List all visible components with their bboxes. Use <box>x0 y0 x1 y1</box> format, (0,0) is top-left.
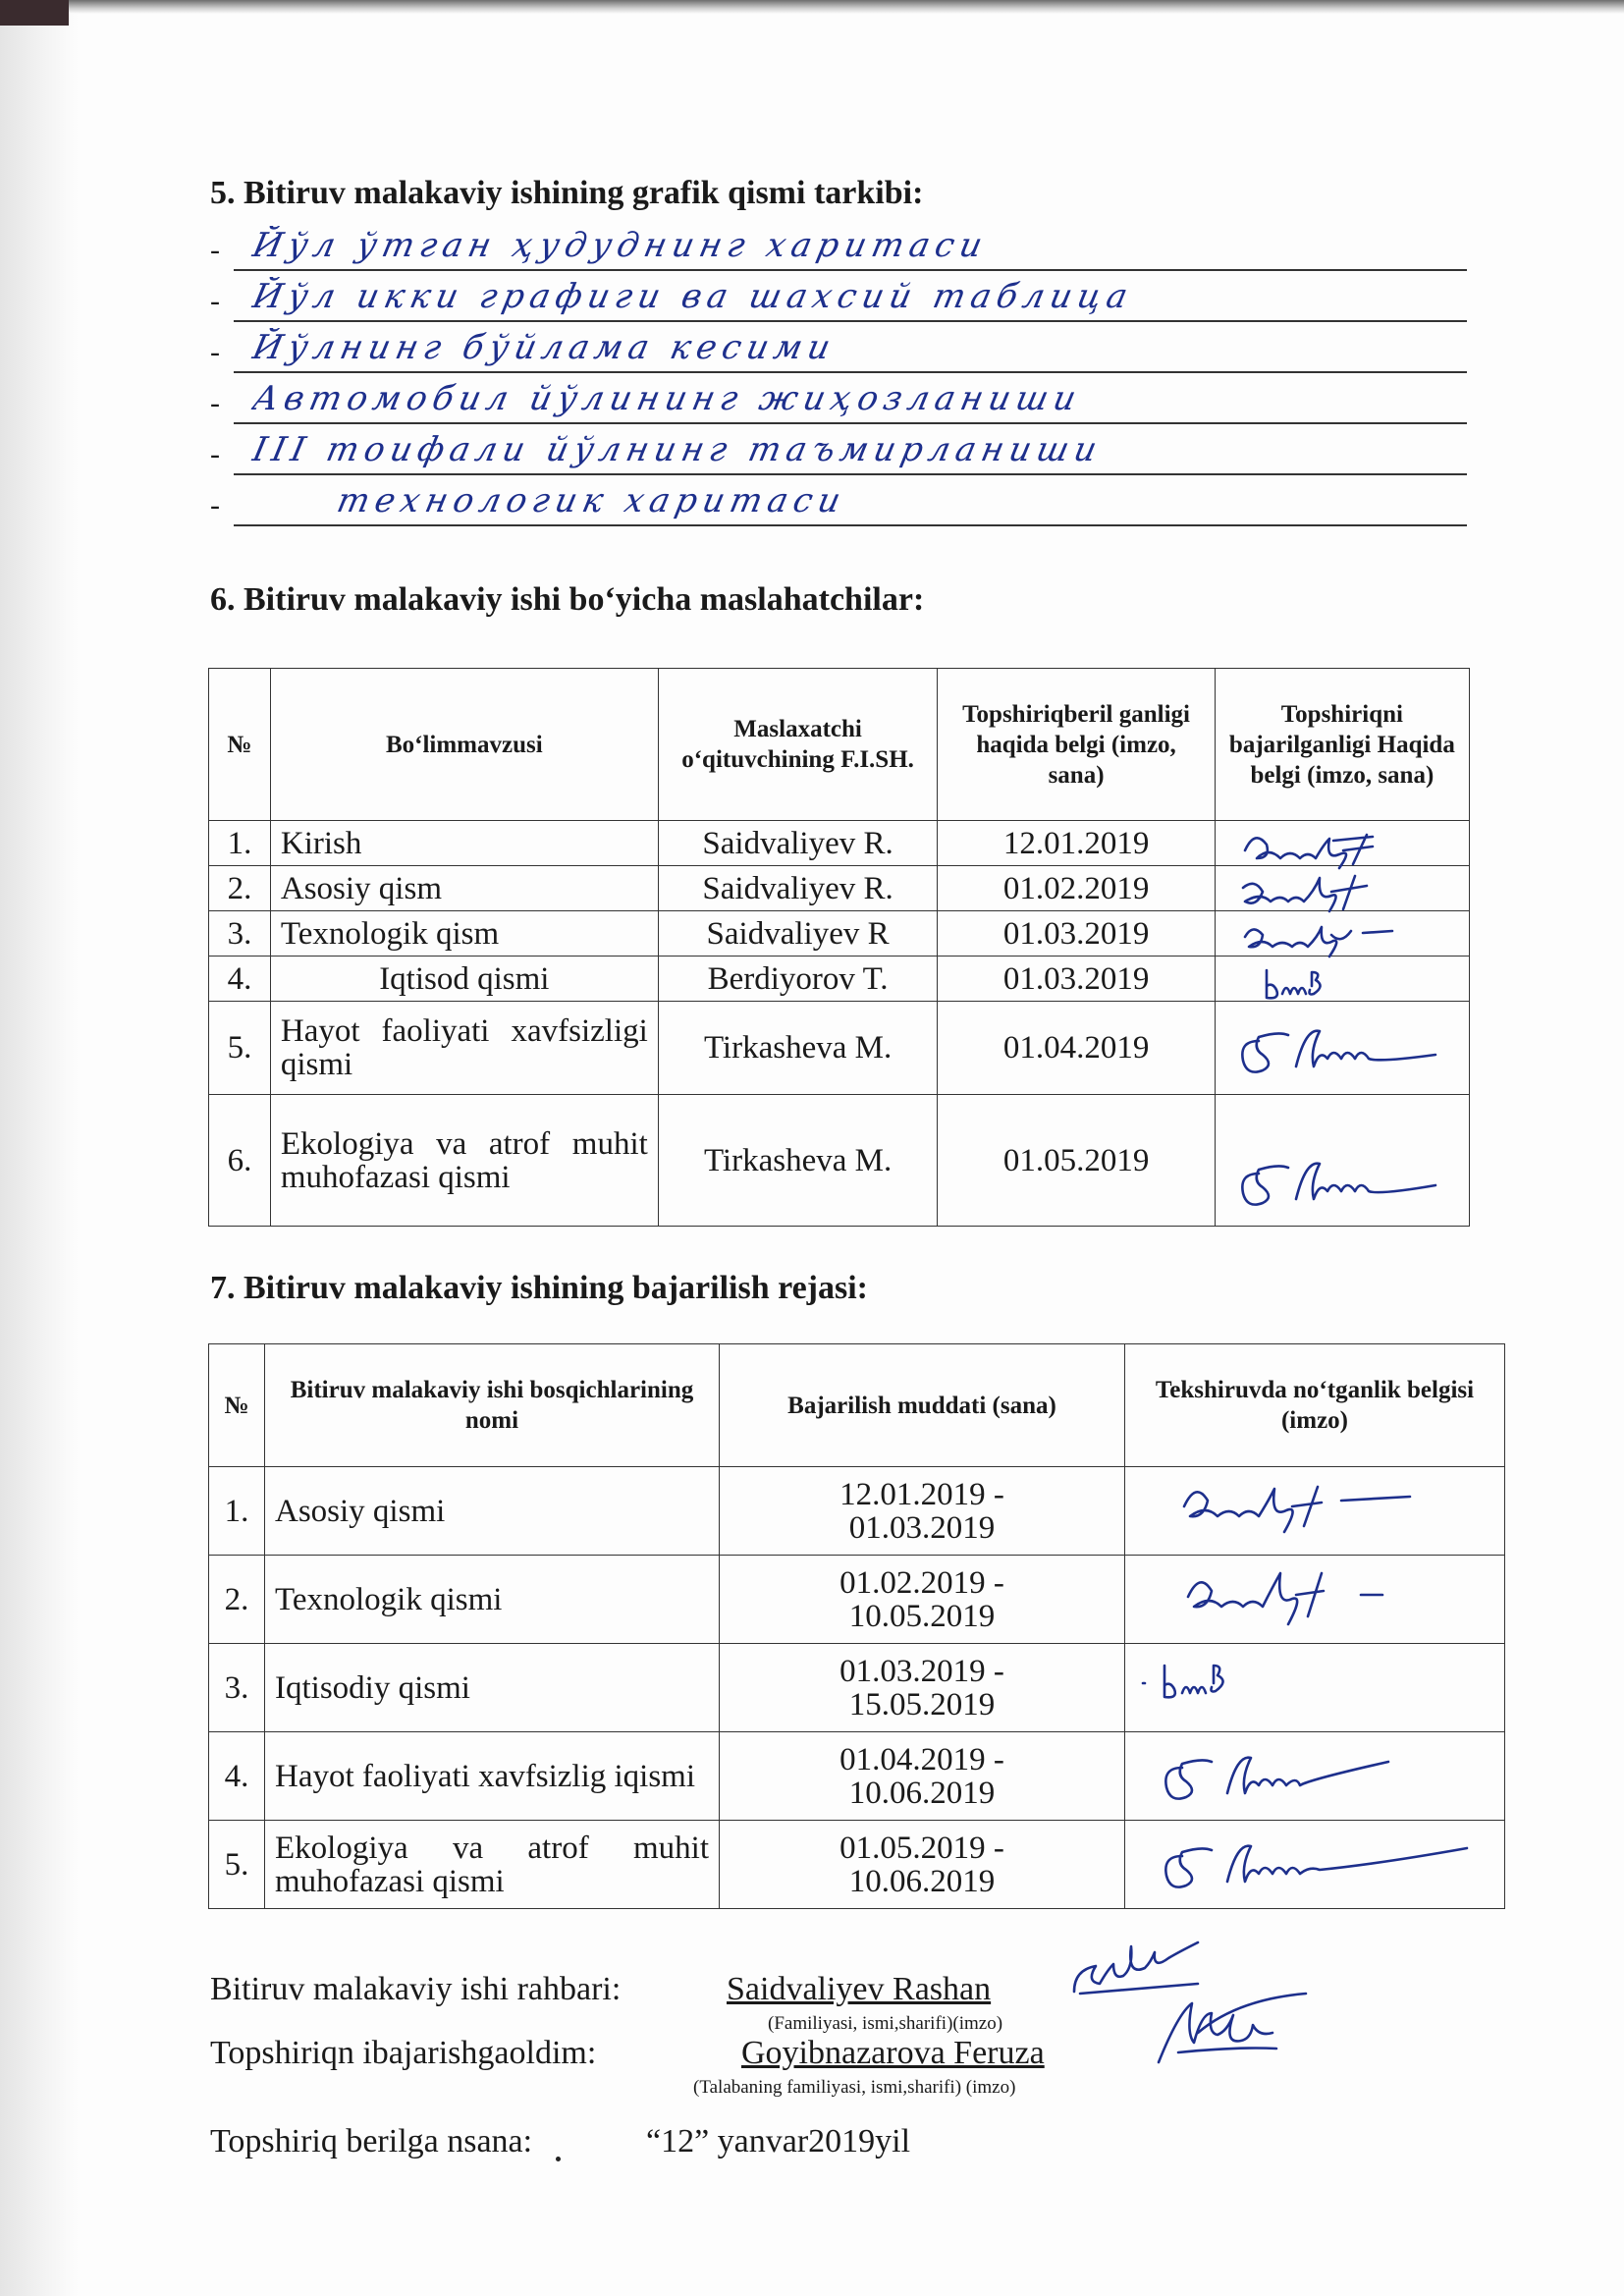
scan-shadow-top <box>0 0 1624 14</box>
graphic-item: - Йўл икки графиги ва шахсий таблица <box>210 277 1467 326</box>
supervisor-label: Bitiruv malakaviy ishi rahbari: <box>210 1971 622 2007</box>
student-caption: (Talabaning familiyasi, ismi,sharifi) (imzo) <box>693 2077 1016 2098</box>
signature-cell <box>1215 957 1469 1002</box>
table-row: 5. Ekologiya va atrof muhit muhofazasi qismi 01.05.2019 - 10.06.2019 <box>209 1821 1505 1909</box>
ink-dot <box>556 2157 561 2161</box>
signature-icon <box>1125 1732 1505 1821</box>
table-row: 1. Kirish Saidvaliyev R. 12.01.2019 <box>209 821 1470 866</box>
table-row: 6. Ekologiya va atrof muhit muhofazasi qismi Tirkasheva M. 01.05.2019 <box>209 1095 1470 1227</box>
date-value: “12” yanvar2019yil <box>646 2123 911 2159</box>
table-row: 3. Texnologik qism Saidvaliyev R 01.03.2019 <box>209 911 1470 957</box>
col-number: № <box>209 1344 265 1467</box>
section-7-heading: 7. Bitiruv malakaviy ishining bajarilish rejasi: <box>210 1270 869 1306</box>
col-given: Topshiriqberil ganligi haqida belgi (imzo, sana) <box>938 669 1215 821</box>
graphic-item: - Йўл ўтган ҳудуднинг харитаси <box>210 226 1467 275</box>
table-row: 4. Hayot faoliyati xavfsizlig iqismi 01.04.2019 - 10.06.2019 <box>209 1732 1505 1821</box>
signature-icon <box>1216 1002 1446 1095</box>
plan-table <box>208 1343 1505 1909</box>
signature-icon <box>1125 1556 1505 1644</box>
handwritten-text: технологик харитаси <box>333 481 850 520</box>
signature-cell <box>1125 1644 1505 1732</box>
col-check: Tekshiruvda no‘tganlik belgisi (imzo) <box>1125 1344 1505 1467</box>
advisors-table <box>208 668 1470 1227</box>
scan-corner <box>0 0 69 26</box>
table-row: 2. Asosiy qism Saidvaliyev R. 01.02.2019 <box>209 866 1470 911</box>
date-label: Topshiriq berilga nsana: <box>210 2123 533 2159</box>
col-section: Bo‘limmavzusi <box>270 669 658 821</box>
signature-cell <box>1125 1821 1505 1909</box>
signature-cell <box>1125 1556 1505 1644</box>
graphic-item: - Автомобил йўлининг жиҳозланиши <box>210 379 1467 428</box>
table-header-row <box>209 1344 1505 1467</box>
graphic-item: - III тоифали йўлнинг таъмирланиши <box>210 430 1467 479</box>
supervisor-caption: (Familiyasi, ismi,sharifi)(imzo) <box>768 2013 1003 2034</box>
handwritten-text: Автомобил йўлининг жиҳозланиши <box>248 379 1086 418</box>
signature-icon <box>1139 1974 1316 2082</box>
signature-cell <box>1215 1095 1469 1227</box>
col-number: № <box>209 669 271 821</box>
signature-icon <box>1216 1095 1446 1227</box>
handwritten-text: Йўлнинг бўйлама кесими <box>248 328 839 367</box>
table-header-row <box>209 669 1470 821</box>
signature-cell <box>1215 911 1469 957</box>
scan-shadow-left <box>0 0 79 2296</box>
student-label: Topshiriqn ibajarishgaoldim: <box>210 2035 597 2071</box>
supervisor-name: Saidvaliyev Rashan <box>727 1971 992 2007</box>
signature-cell <box>1215 866 1469 911</box>
student-name: Goyibnazarova Feruza <box>741 2035 1045 2071</box>
col-done: Topshiriqni bajarilganligi Haqida belgi (imzo, sana) <box>1215 669 1469 821</box>
signature-cell <box>1125 1467 1505 1556</box>
col-stage: Bitiruv malakaviy ishi bosqichlarining nomi <box>265 1344 720 1467</box>
signature-icon <box>1125 1821 1505 1909</box>
signature-icon <box>1125 1467 1505 1556</box>
handwritten-text: Йўл икки графиги ва шахсий таблица <box>248 277 1137 316</box>
handwritten-text: Йўл ўтган ҳудуднинг харитаси <box>248 226 992 265</box>
table-row: 2. Texnologik qismi 01.02.2019 - 10.05.2019 <box>209 1556 1505 1644</box>
section-6-heading: 6. Bitiruv malakaviy ishi bo‘yicha maslahatchilar: <box>210 581 925 618</box>
graphic-item: - Йўлнинг бўйлама кесими <box>210 328 1467 377</box>
table-row: 1. Asosiy qismi 12.01.2019 - 01.03.2019 <box>209 1467 1505 1556</box>
section-5-heading: 5. Bitiruv malakaviy ishining grafik qismi tarkibi: <box>210 175 924 211</box>
signature-icon <box>1125 1644 1505 1732</box>
col-advisor: Maslaxatchi o‘qituvchining F.I.SH. <box>658 669 938 821</box>
signature-cell <box>1215 1002 1469 1095</box>
handwritten-text: III тоифали йўлнинг таъмирланиши <box>248 430 1107 469</box>
col-deadline: Bajarilish muddati (sana) <box>720 1344 1125 1467</box>
table-row: 3. Iqtisodiy qismi 01.03.2019 - 15.05.2019 <box>209 1644 1505 1732</box>
graphic-item: - технологик харитаси <box>210 481 1467 530</box>
table-row: 5. Hayot faoliyati xavfsizligi qismi Tirkasheva M. 01.04.2019 <box>209 1002 1470 1095</box>
signature-cell <box>1125 1732 1505 1821</box>
table-row: 4. Iqtisod qismi Berdiyorov T. 01.03.2019 <box>209 957 1470 1002</box>
signature-cell <box>1215 821 1469 866</box>
